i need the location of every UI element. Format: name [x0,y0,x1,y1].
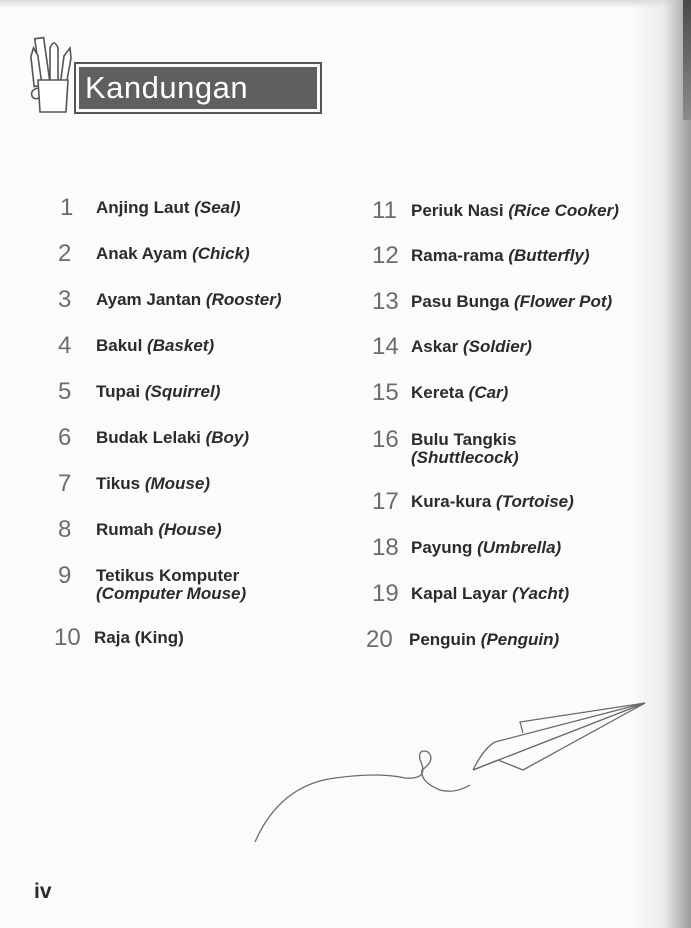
item-label: Rumah (House) [96,520,222,539]
item-label: Bakul (Basket) [96,336,215,355]
item-label: Budak Lelaki (Boy) [96,428,250,447]
item-label: Kereta (Car) [411,383,509,402]
paper-plane-icon [240,690,660,860]
item-number: 10 [54,624,81,651]
page-edge [683,0,691,120]
item-number: 7 [58,470,72,497]
item-label: Rama-rama (Butterfly) [411,246,590,265]
item-label: Bulu Tangkis (Shuttlecock) [411,430,519,467]
pencil-cup-icon [28,34,78,114]
item-label: Payung (Umbrella) [411,538,562,557]
item-number: 14 [372,333,399,360]
item-label: Kura-kura (Tortoise) [411,492,574,511]
item-label: Pasu Bunga (Flower Pot) [411,292,613,311]
item-label: Raja (King) [94,628,184,647]
item-label: Anjing Laut (Seal) [96,198,241,217]
page-number: iv [34,880,52,903]
item-label: Kapal Layar (Yacht) [411,584,570,603]
item-label: Tikus (Mouse) [96,474,210,493]
item-label: Tupai (Squirrel) [96,382,221,401]
item-number: 18 [372,534,399,561]
item-number: 6 [58,424,72,451]
page-title: Kandungan [79,67,317,109]
item-number: 5 [58,378,72,405]
item-number: 19 [372,580,399,607]
item-number: 3 [58,286,72,313]
page-top-shadow [0,0,691,8]
item-number: 15 [372,379,399,406]
item-label: Anak Ayam (Chick) [96,244,250,263]
item-label: Penguin (Penguin) [409,630,560,649]
item-label: Ayam Jantan (Rooster) [96,290,282,309]
title-banner [74,62,322,114]
item-number: 2 [58,240,72,267]
item-number: 17 [372,488,399,515]
item-label: Periuk Nasi (Rice Cooker) [411,201,619,220]
item-number: 8 [58,516,72,543]
item-label: Tetikus Komputer (Computer Mouse) [96,566,247,603]
item-number: 1 [60,194,74,221]
item-number: 16 [372,426,399,453]
item-number: 20 [366,626,393,653]
item-label: Askar (Soldier) [411,337,532,356]
item-number: 11 [372,197,397,224]
item-number: 9 [58,562,72,589]
item-number: 12 [372,242,399,269]
item-number: 4 [58,332,72,359]
item-number: 13 [372,288,399,315]
